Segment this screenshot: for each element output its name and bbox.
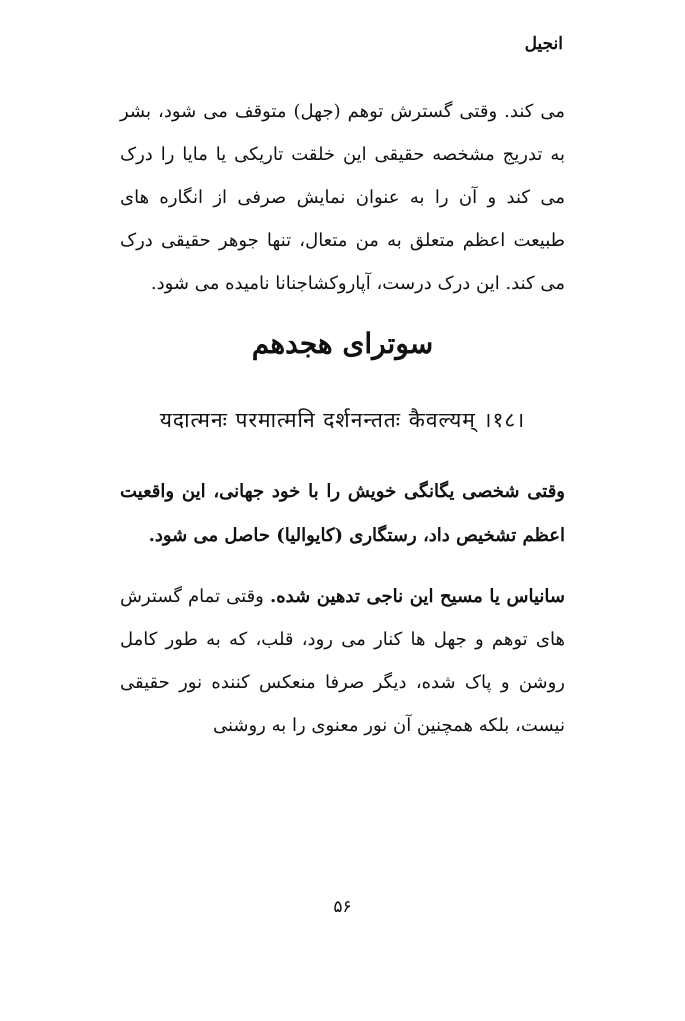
sutra-heading: سوترای هجدهم <box>251 327 434 360</box>
paragraph-bold-lead: سانیاس یا مسیح این ناجی تدهین شده. <box>269 586 565 607</box>
running-header: انجیل <box>524 34 563 54</box>
sanskrit-verse: यदात्मनः परमात्मनि दर्शनन्ततः कैवल्यम् ।१८। <box>159 408 526 432</box>
page-number: ۵۶ <box>333 897 352 917</box>
sutra-translation: وقتی شخصی یگانگی خویش را با خود جهانی، این واقعیت اعظم تشخیص داد، رستگاری (کایوالیا) حاصل می شود. <box>120 481 565 546</box>
body-paragraph-1: می کند. وقتی گسترش توهم (جهل) متوقف می شود، بشر به تدریج مشخصه حقیقی این خلقت تاریکی یا مایا را درک می کند و آن را به عنوان نمایش صرفی از انگاره های طبیعت اعظم متعلق به من متعال، تنها جوهر حقیقی درک می کند. این درک درست، آپاروکشاجنانا نامیده می شود. <box>120 101 565 294</box>
body-paragraph-2 <box>120 575 565 747</box>
paragraph-2-text: وقتی تمام گسترش های توهم و جهل ها کنار می رود، قلب، که به طور کامل روشن و پاک شده، دیگر صرفا منعکس کننده نور حقیقی نیست، بلکه همچنین آن نور معنوی را به روشنی <box>120 586 565 736</box>
